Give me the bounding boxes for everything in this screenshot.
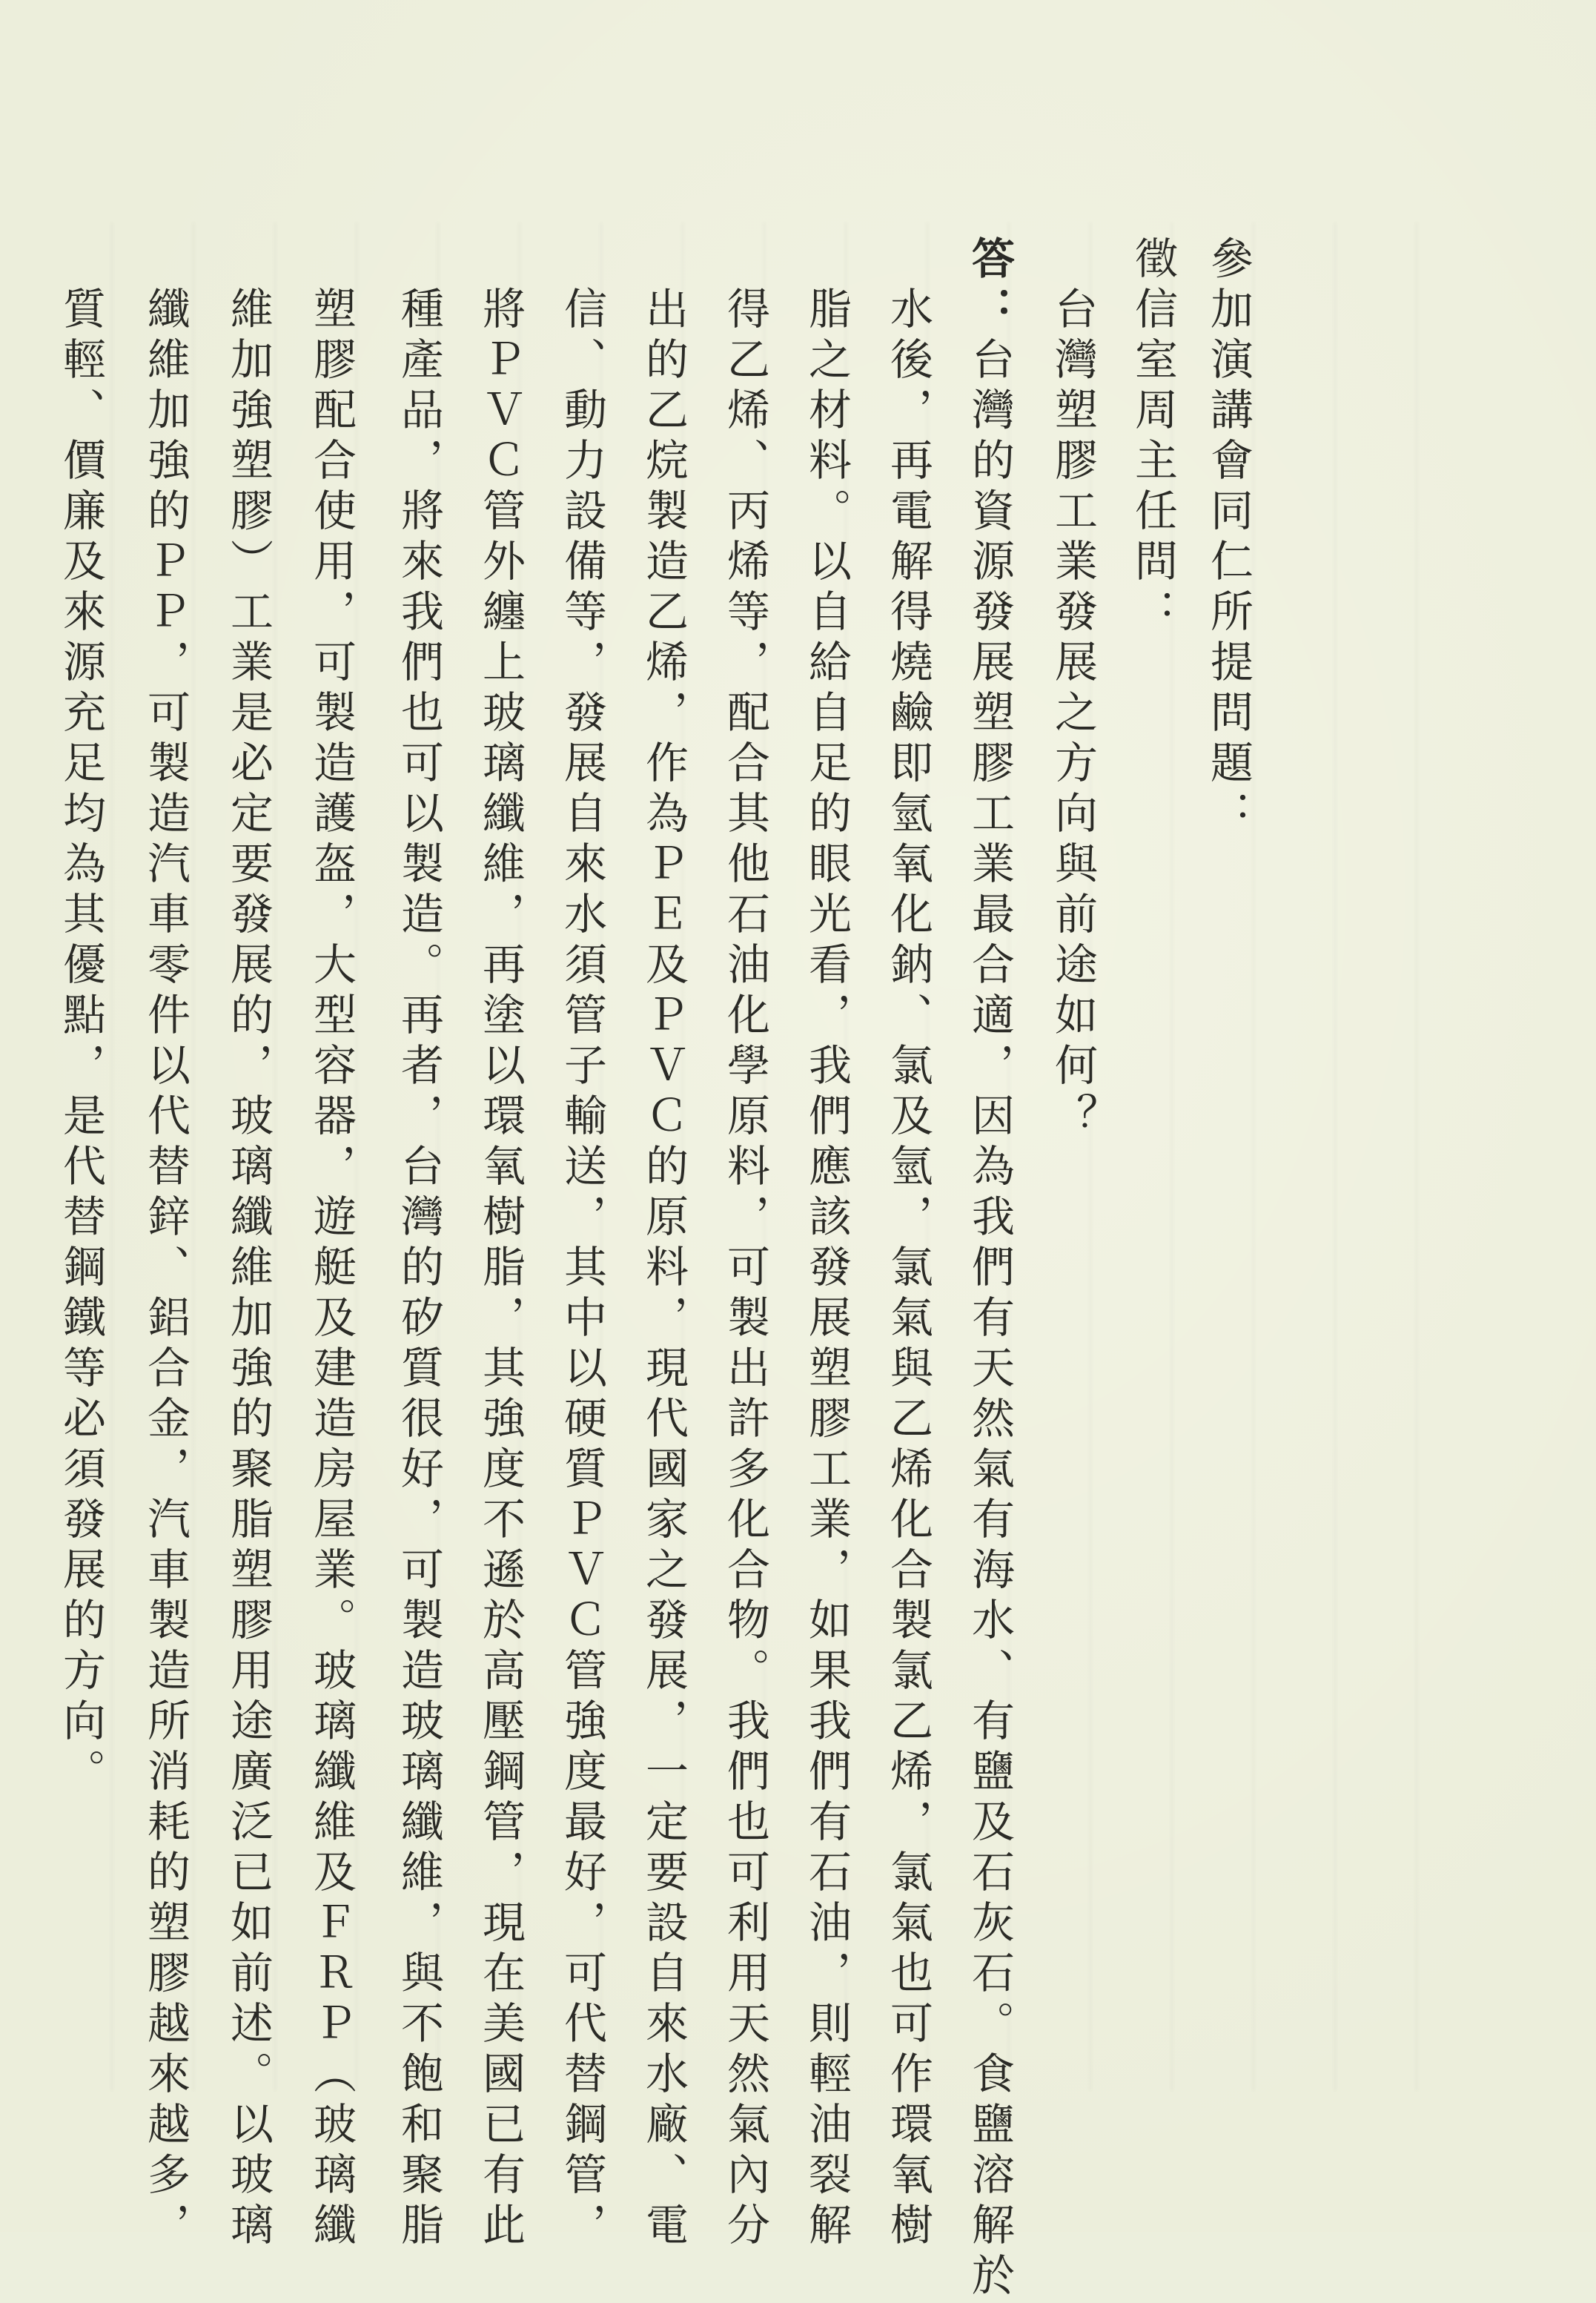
answer-line: 台灣的資源發展塑膠工業最合適，因為我們有天然氣有海水、有鹽及石灰石。食鹽溶解於	[964, 337, 1015, 2303]
answer-line: 塑膠配合使用，可製造護盔，大型容器，遊艇及建造房屋業。玻璃纖維及ＦＲＰ（玻璃纖	[306, 286, 357, 2253]
answer-line: 水後，再電解得燒鹼即氫氧化鈉、氯及氫，氯氣與乙烯化合製氯乙烯，氯氣也可作環氧樹	[883, 286, 933, 2253]
answer-line: 將ＰＶＣ管外纏上玻璃纖維，再塗以環氧樹脂，其強度不遜於高壓鋼管，現在美國已有此	[475, 286, 526, 2253]
answer-label: 答：	[964, 236, 1015, 337]
answer-line: 維加強塑膠）工業是必定要發展的，玻璃纖維加強的聚脂塑膠用途廣泛已如前述。以玻璃	[223, 286, 274, 2253]
document-title: 參加演講會同仁所提問題：	[1203, 236, 1254, 841]
answer-line: 得乙烯、丙烯等，配合其他石油化學原料，可製出許多化合物。我們也可利用天然氣內分	[720, 286, 770, 2253]
answer-line: 纖維加強的ＰＰ，可製造汽車零件以代替鋅、鋁合金，汽車製造所消耗的塑膠越來越多，	[140, 286, 191, 2253]
question-text: 台灣塑膠工業發展之方向與前途如何？	[1047, 286, 1098, 1143]
answer-line: 種產品，將來我們也可以製造。再者，台灣的矽質很好，可製造玻璃纖維，與不飽和聚脂	[394, 286, 444, 2253]
answer-first-line	[964, 236, 1015, 2303]
answer-line: 出的乙烷製造乙烯，作為ＰＥ及ＰＶＣ的原料，現代國家之發展，一定要設自來水廠、電	[638, 286, 689, 2253]
question-asker: 徵信室周主任問：	[1128, 236, 1178, 639]
answer-line: 質輕、價廉及來源充足均為其優點，是代替鋼鐵等必須發展的方向。	[56, 286, 106, 1799]
answer-line: 脂之材料。以自給自足的眼光看，我們應該發展塑膠工業，如果我們有石油，則輕油裂解	[801, 286, 852, 2253]
answer-line: 信、動力設備等，發展自來水須管子輸送，其中以硬質ＰＶＣ管強度最好，可代替鋼管，	[557, 286, 607, 2253]
